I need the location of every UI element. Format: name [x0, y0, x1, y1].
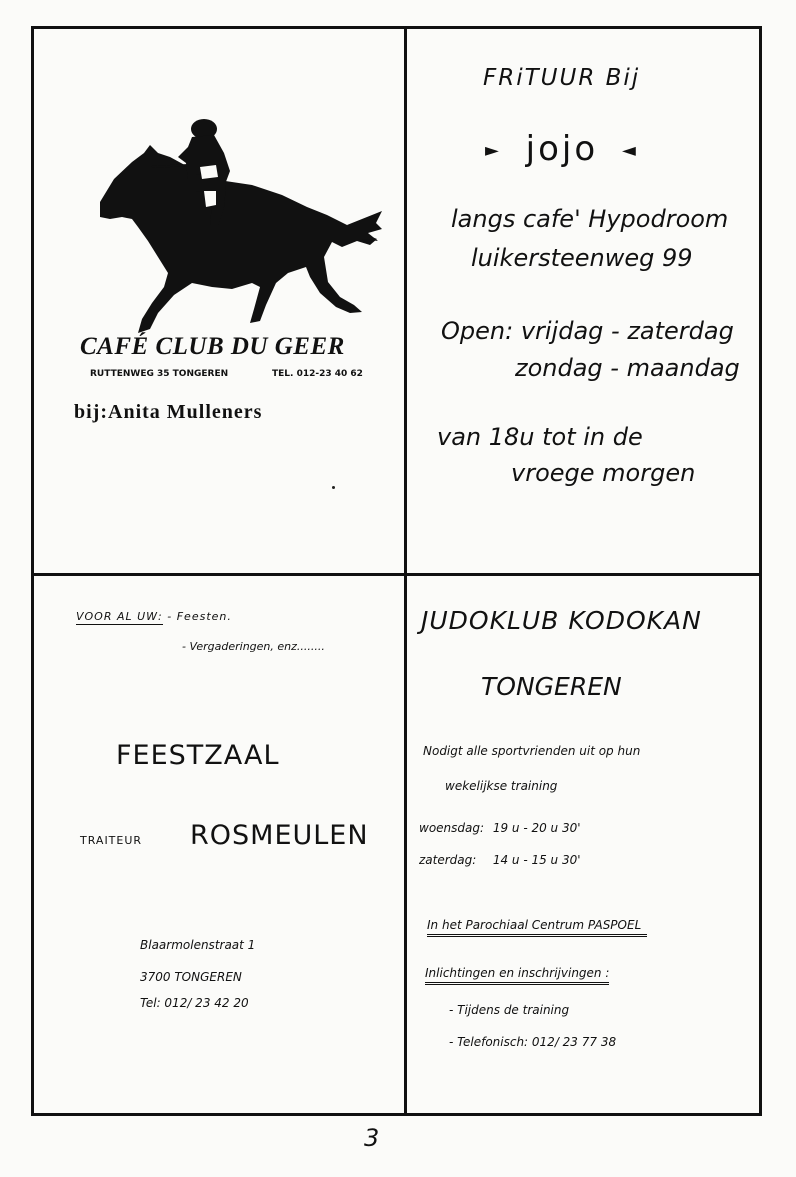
frituur-open-days-2: zondag - maandag [515, 354, 740, 382]
ad-frituur-jojo [404, 26, 762, 576]
judo-schedule-wednesday [419, 821, 581, 835]
frituur-hours-1: van 18u tot in de [437, 423, 643, 451]
frituur-title: FRiTUUR Bij [483, 65, 641, 91]
schedule-day: woensdag: [419, 821, 485, 835]
ad-judoklub-kodokan [404, 573, 762, 1116]
feestzaal-item-vergaderingen: - Vergaderingen, enz........ [182, 640, 325, 653]
judo-venue: In het Parochiaal Centrum PASPOEL [427, 918, 647, 937]
judo-title: JUDOKLUB KODOKAN [421, 606, 702, 635]
cafe-name: CAFÉ CLUB DU GEER [80, 333, 345, 360]
feestzaal-street: Blaarmolenstraat 1 [140, 938, 256, 952]
frituur-location-2: luikersteenweg 99 [471, 244, 693, 272]
feestzaal-item-feesten: - Feesten. [167, 610, 232, 623]
schedule-day: zaterdag: [419, 853, 477, 867]
judo-info-telephone: - Telefonisch: 012/ 23 77 38 [449, 1035, 617, 1049]
frituur-name-line [485, 129, 639, 169]
arrow-left-icon: ◄ [621, 140, 639, 161]
arrow-right-icon: ► [485, 140, 502, 161]
advertisement-page [31, 26, 762, 1116]
frituur-location-1: langs cafe' Hypodroom [451, 205, 729, 233]
traiteur-label: TRAITEUR [80, 834, 143, 847]
judo-info-label: Inlichtingen en inschrijvingen : [425, 966, 609, 985]
page-number: 3 [364, 1124, 380, 1152]
frituur-open-days-1: Open: vrijdag - zaterdag [441, 317, 734, 345]
feestzaal-voor-label [76, 610, 232, 623]
ad-feestzaal-rosmeulen [31, 573, 407, 1116]
speck [332, 486, 335, 489]
judo-city: TONGEREN [481, 672, 622, 701]
frituur-name: jojo [525, 129, 599, 169]
traiteur-name: ROSMEULEN [190, 820, 369, 851]
cafe-telephone: TEL. 012-23 40 62 [272, 369, 363, 379]
feestzaal-city: 3700 TONGEREN [140, 970, 242, 984]
judo-invite-2: wekelijkse training [445, 779, 558, 793]
schedule-time: 19 u - 20 u 30' [492, 821, 581, 835]
horse-and-jockey-image [92, 107, 382, 337]
judo-info-training: - Tijdens de training [449, 1003, 570, 1017]
ad-cafe-club-du-geer [31, 26, 407, 576]
voor-al-uw-label: VOOR AL UW: [76, 610, 163, 623]
feestzaal-title: FEESTZAAL [116, 740, 280, 771]
feestzaal-telephone: Tel: 012/ 23 42 20 [140, 996, 249, 1010]
cafe-host: bij:Anita Mulleners [74, 401, 263, 423]
cafe-address: RUTTENWEG 35 TONGEREN [90, 369, 229, 379]
frituur-hours-2: vroege morgen [511, 459, 696, 487]
schedule-time: 14 u - 15 u 30' [492, 853, 581, 867]
judo-schedule-saturday [419, 853, 581, 867]
judo-invite-1: Nodigt alle sportvrienden uit op hun [423, 744, 641, 758]
